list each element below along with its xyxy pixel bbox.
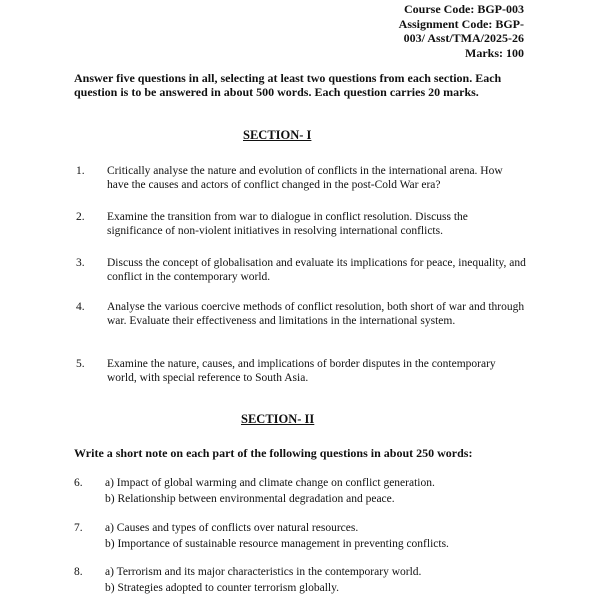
part-b: b) Relationship between environmental degradation and peace. xyxy=(105,493,395,505)
section-2-heading: SECTION- II xyxy=(241,412,315,426)
general-instructions: Answer five questions in all, selecting at least two questions from each section. Each question is to be answered in about 500 words. Each question carries 20 marks. xyxy=(74,71,502,99)
question-number: 8. xyxy=(74,566,83,578)
question-number: 6. xyxy=(74,477,83,489)
question-text: Analyse the various coercive methods of conflict resolution, both short of war and through war. Evaluate their effectiveness and limitations in the international system. xyxy=(107,301,525,327)
section-1-heading: SECTION- I xyxy=(243,128,312,142)
question-6 xyxy=(74,475,534,507)
question-number: 3. xyxy=(76,257,85,269)
question-5 xyxy=(76,357,526,385)
question-number: 4. xyxy=(76,301,85,313)
question-number: 2. xyxy=(76,211,85,223)
question-text: Examine the transition from war to dialogue in conflict resolution. Discuss the significance of non-violent initiatives in resolving international conflicts. xyxy=(107,211,468,237)
assignment-code-line-2: 003/ Asst/TMA/2025-26 xyxy=(403,31,524,46)
question-text: Discuss the concept of globalisation and evaluate its implications for peace, inequality, and conflict in the contemporary world. xyxy=(107,257,526,283)
question-4 xyxy=(76,300,526,328)
part-b: b) Strategies adopted to counter terrorism globally. xyxy=(105,582,339,594)
part-a: a) Impact of global warming and climate change on conflict generation. xyxy=(105,477,435,489)
question-8 xyxy=(74,564,534,596)
course-header xyxy=(399,2,524,60)
question-7 xyxy=(74,520,534,552)
question-2 xyxy=(76,210,526,238)
part-b: b) Importance of sustainable resource management in preventing conflicts. xyxy=(105,538,449,550)
question-text: Examine the nature, causes, and implications of border disputes in the contemporary world, with special reference to South Asia. xyxy=(107,358,496,384)
assignment-code-line-1: Assignment Code: BGP- xyxy=(398,16,524,31)
course-code: Course Code: BGP-003 xyxy=(404,2,524,16)
part-a: a) Causes and types of conflicts over natural resources. xyxy=(105,522,359,534)
question-number: 5. xyxy=(76,358,85,370)
question-number: 1. xyxy=(76,165,85,177)
question-3 xyxy=(76,256,526,284)
total-marks: Marks: 100 xyxy=(465,45,524,60)
question-text: Critically analyse the nature and evolution of conflicts in the international arena. How have the causes and actors of conflict changed in the post-Cold War era? xyxy=(107,165,503,191)
question-1 xyxy=(76,164,526,192)
section-2-instruction: Write a short note on each part of the following questions in about 250 words: xyxy=(74,446,473,460)
question-number: 7. xyxy=(74,522,83,534)
part-a: a) Terrorism and its major characteristics in the contemporary world. xyxy=(105,566,422,578)
